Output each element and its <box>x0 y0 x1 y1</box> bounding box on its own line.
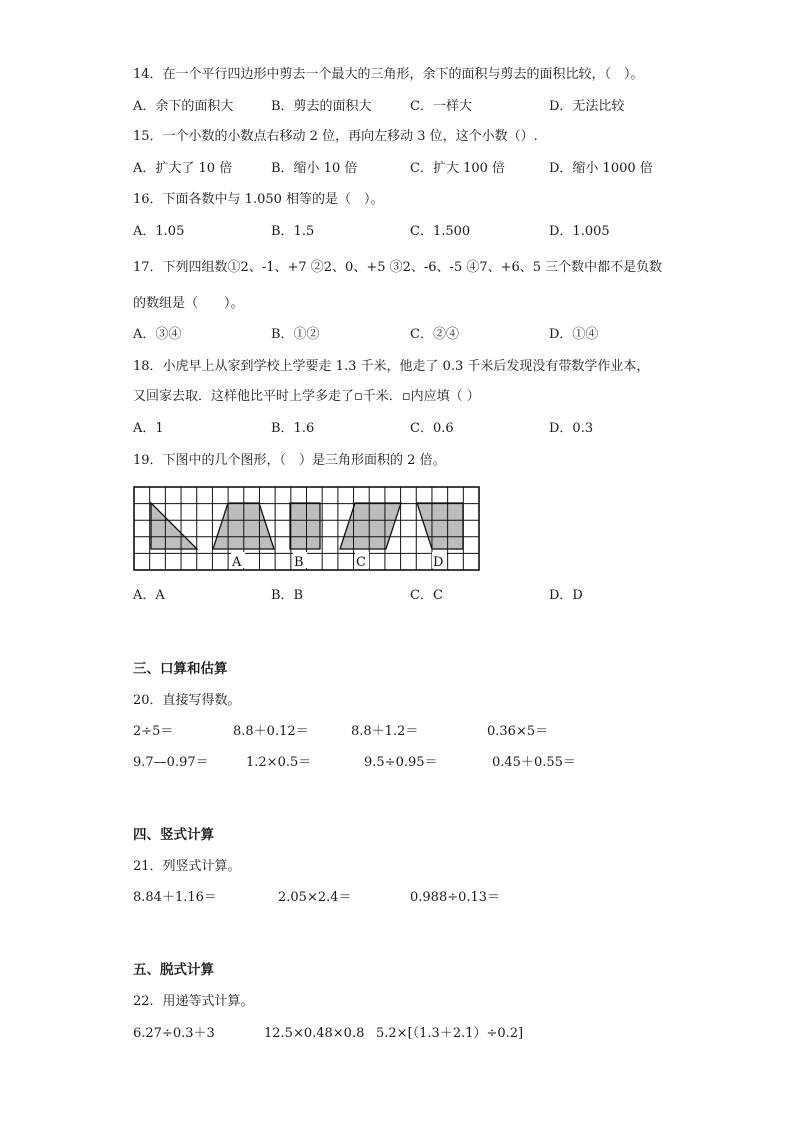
reference-triangle <box>151 503 197 549</box>
q20-item-1: 2÷5＝ <box>133 724 174 739</box>
q21-item-2: 2.05×2.4＝ <box>278 890 352 905</box>
figure-label-a: A <box>232 555 242 570</box>
q19-option-d: D．D <box>549 588 583 603</box>
q18-option-c: C．0.6 <box>410 421 454 436</box>
section5-heading: 五、脱式计算 <box>133 962 214 978</box>
q15-option-b: B．缩小 10 倍 <box>271 161 358 176</box>
figure-label-c: C <box>356 555 366 570</box>
q16-option-c: C．1.500 <box>410 224 471 239</box>
q22-item-2: 12.5×0.48×0.8 <box>264 1026 365 1041</box>
q20-item-2: 8.8＋0.12＝ <box>233 724 309 739</box>
q17-stem-line2: 的数组是（ ）。 <box>133 296 244 311</box>
q19-option-b: B．B <box>271 588 304 603</box>
shape-b-rectangle <box>290 503 320 549</box>
section3-heading: 三、口算和估算 <box>133 661 228 677</box>
q14-option-a: A．余下的面积大 <box>133 99 234 114</box>
q19-grid-figure <box>133 486 483 572</box>
shape-d-shape <box>417 503 463 549</box>
q21-item-3: 0.988÷0.13＝ <box>410 890 501 905</box>
q20-item-8: 0.45＋0.55＝ <box>492 755 576 770</box>
q14-option-d: D．无法比较 <box>549 99 625 114</box>
q18-option-a: A．1 <box>133 421 164 436</box>
figure-label-d: D <box>433 555 444 570</box>
q18-stem-line2: 又回家去取．这样他比平时上学多走了▫千米．▫内应填（ ） <box>133 389 480 404</box>
q20-stem: 20．直接写得数。 <box>133 693 241 708</box>
q22-item-3: 5.2×[（1.3＋2.1）÷0.2] <box>376 1026 524 1041</box>
q15-option-d: D．缩小 1000 倍 <box>549 161 653 176</box>
q16-option-b: B．1.5 <box>271 224 315 239</box>
figure-label-b: B <box>294 555 304 570</box>
q20-item-5: 9.7—0.97＝ <box>133 755 209 770</box>
q18-option-d: D．0.3 <box>549 421 594 436</box>
q14-option-b: B．剪去的面积大 <box>271 99 372 114</box>
q19-option-c: C．C <box>410 588 443 603</box>
q15-option-c: C．扩大 100 倍 <box>410 161 506 176</box>
q14-stem: 14．在一个平行四边形中剪去一个最大的三角形，余下的面积与剪去的面积比较，（ ）。 <box>133 67 644 82</box>
q17-option-b: B．①② <box>271 327 320 342</box>
q15-stem: 15．一个小数的小数点右移动 2 位，再向左移动 3 位，这个小数（）. <box>133 129 538 144</box>
q20-item-3: 8.8＋1.2＝ <box>351 724 419 739</box>
q15-option-a: A．扩大了 10 倍 <box>133 161 233 176</box>
q18-option-b: B．1.6 <box>271 421 315 436</box>
q21-item-1: 8.84＋1.16＝ <box>133 890 217 905</box>
q22-stem: 22．用递等式计算。 <box>133 994 254 1009</box>
q17-option-a: A．③④ <box>133 327 182 342</box>
q22-item-1: 6.27÷0.3＋3 <box>133 1026 215 1041</box>
q20-item-7: 9.5÷0.95＝ <box>364 755 438 770</box>
q17-option-c: C．②④ <box>410 327 459 342</box>
q17-option-d: D．①④ <box>549 327 599 342</box>
q17-stem-line1: 17．下列四组数①2、-1、+7 ②2、0、+5 ③2、-6、-5 ④7、+6、5 三个数中都不是负数 <box>133 260 663 275</box>
q16-stem: 16．下面各数中与 1.050 相等的是（ ）。 <box>133 192 384 207</box>
shape-c-parallelogram <box>340 503 401 549</box>
q19-option-a: A．A <box>133 588 165 603</box>
section4-heading: 四、竖式计算 <box>133 827 214 843</box>
q21-stem: 21．列竖式计算。 <box>133 859 241 874</box>
q14-option-c: C．一样大 <box>410 99 472 114</box>
q16-option-d: D．1.005 <box>549 224 610 239</box>
q20-item-6: 1.2×0.5＝ <box>246 755 312 770</box>
q16-option-a: A．1.05 <box>133 224 185 239</box>
q19-stem: 19．下图中的几个图形，（ ）是三角形面积的 2 倍。 <box>133 453 446 468</box>
q18-stem-line1: 18．小虎早上从家到学校上学要走 1.3 千米，他走了 0.3 千米后发现没有带数学作业本， <box>133 359 650 374</box>
q20-item-4: 0.36×5＝ <box>487 724 549 739</box>
